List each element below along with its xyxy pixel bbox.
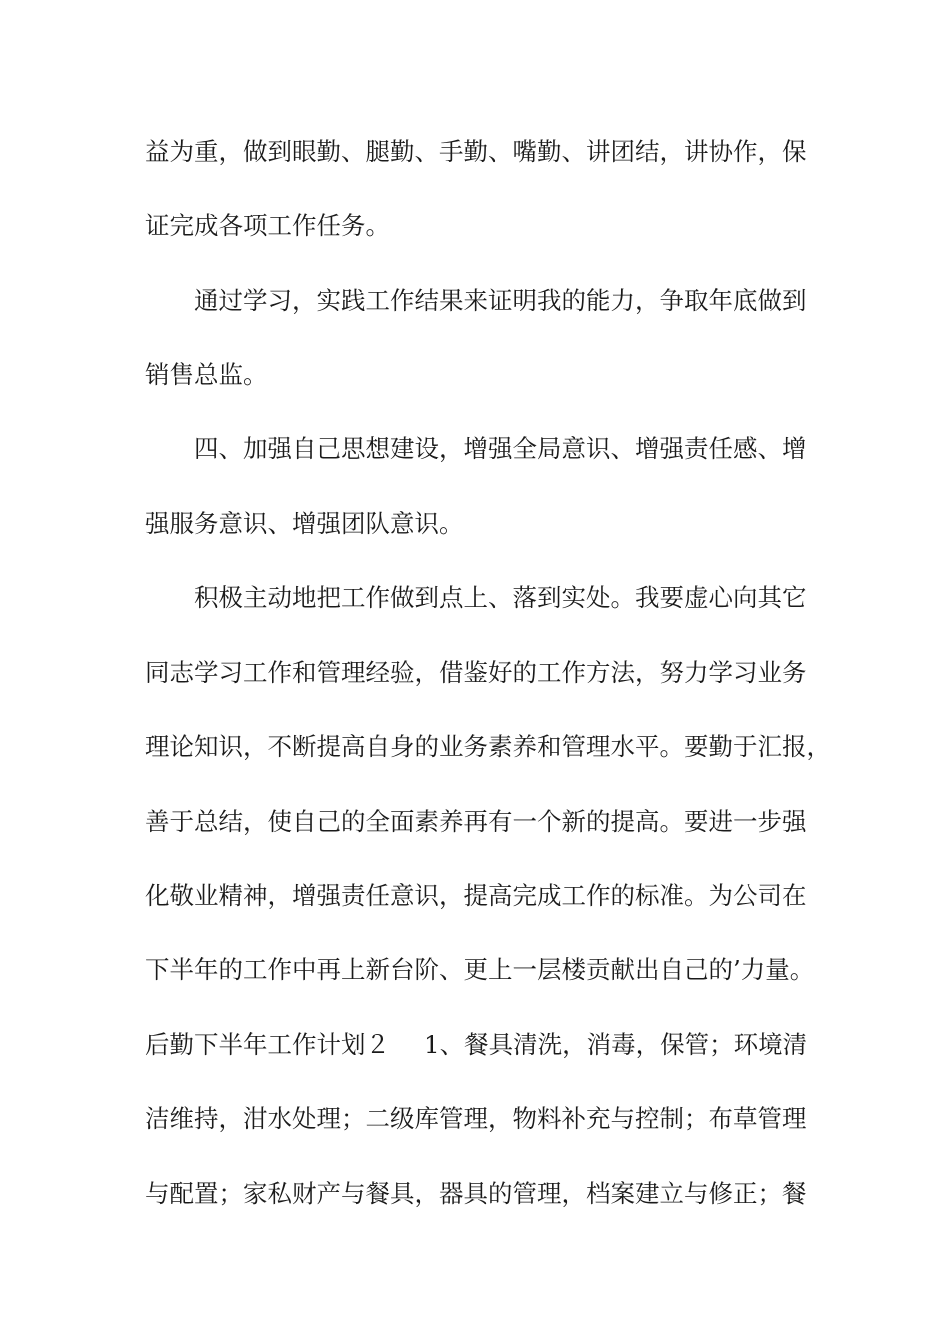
text-line-7: 积极主动地把工作做到点上、落到实处。我要虚心向其它 <box>194 583 807 612</box>
text-line-5: 四、加强自己思想建设，增强全局意识、增强责任感、增 <box>194 434 807 463</box>
text-line-14: 洁维持，泔水处理；二级库管理，物料补充与控制；布草管理 <box>145 1104 807 1133</box>
section-heading: 后勤下半年工作计划２ <box>145 1030 390 1059</box>
text-line-2: 证完成各项工作任务。 <box>145 211 390 240</box>
text-line-6: 强服务意识、增强团队意识。 <box>145 509 464 538</box>
text-line-1: 益为重，做到眼勤、腿勤、手勤、嘴勤、讲团结，讲协作，保 <box>145 137 807 166</box>
text-line-13-body: 1、餐具清洗，消毒，保管；环境清 <box>424 1030 808 1059</box>
text-line-12: 下半年的工作中再上新台阶、更上一层楼贡献出自己的’力量。 <box>145 955 815 984</box>
text-line-8: 同志学习工作和管理经验，借鉴好的工作方法，努力学习业务 <box>145 658 807 687</box>
text-line-10: 善于总结，使自己的全面素养再有一个新的提高。要进一步强 <box>145 807 807 836</box>
text-line-13 <box>145 1029 807 1061</box>
text-line-15: 与配置；家私财产与餐具，器具的管理，档案建立与修正；餐 <box>145 1179 807 1208</box>
text-line-4: 销售总监。 <box>145 360 268 389</box>
text-line-11: 化敬业精神，增强责任意识，提高完成工作的标准。为公司在 <box>145 881 807 910</box>
text-line-9: 理论知识，不断提高自身的业务素养和管理水平。要勤于汇报， <box>145 732 831 761</box>
text-line-3: 通过学习，实践工作结果来证明我的能力，争取年底做到 <box>194 286 807 315</box>
